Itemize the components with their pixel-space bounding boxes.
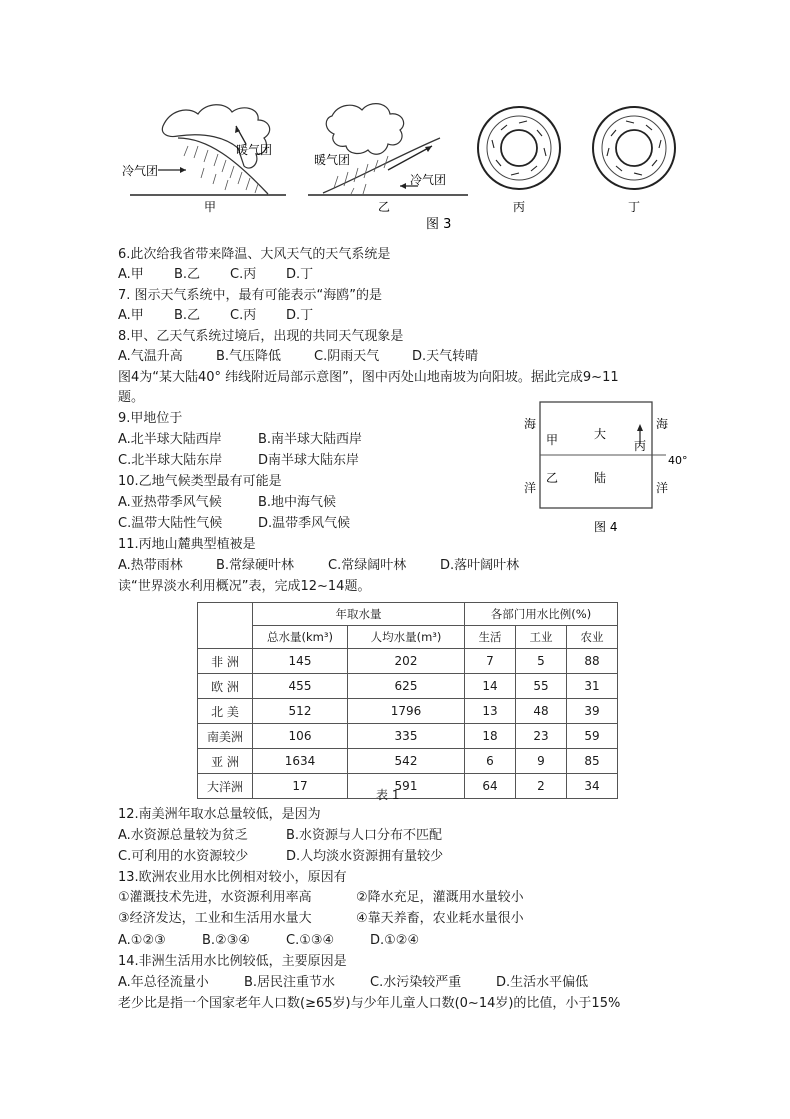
region-cell: 北 美 [198,699,253,724]
diagram-bing-circulation [478,107,560,214]
jia-warm-label: 暖气团 [236,143,273,157]
intro-fig4-line1: 图4为“某大陆40° 纬线附近局部示意图”，图中丙处山地南坡为向阳坡。据此完成9~11 [118,370,619,385]
percap-cell: 335 [348,724,465,749]
q6-options [118,266,313,284]
table-row [198,649,618,674]
q10-stem: 10.乙地气候类型最有可能是 [118,474,282,489]
region-cell: 南美洲 [198,724,253,749]
q8-option-b[interactable]: B.气压降低 [216,349,282,364]
q13-options [118,932,419,950]
latitude-label: 40° [668,454,688,467]
header-sector-ratio: 各部门用水比例(%) [465,603,618,626]
q12-option-d[interactable]: D.人均淡水资源拥有量较少 [286,849,444,864]
q11-option-c[interactable]: C.常绿阔叶林 [328,558,407,573]
q6-option-c[interactable]: C.丙 [230,267,257,282]
q13-statement-3: ③经济发达，工业和生活用水量大 [118,911,312,926]
agri-cell: 34 [567,774,618,799]
industry-cell: 23 [516,724,567,749]
total-cell: 17 [253,774,348,799]
sea-left-bottom: 洋 [524,481,537,495]
q7-option-a[interactable]: A.甲 [118,308,144,323]
q11-option-b[interactable]: B.常绿硬叶林 [216,558,295,573]
percap-cell: 591 [348,774,465,799]
q9-stem: 9.甲地位于 [118,411,183,426]
total-cell: 512 [253,699,348,724]
table-1-caption: 表 1 [376,788,400,802]
q14-option-d[interactable]: D.生活水平偏低 [496,975,589,990]
q8-option-d[interactable]: D.天气转晴 [412,349,479,364]
q13-statements-row2 [118,910,524,928]
header-life: 生活 [465,626,516,649]
header-per-capita: 人均水量(m³) [348,626,465,649]
life-cell: 13 [465,699,516,724]
q13-option-a[interactable]: A.①②③ [118,933,166,948]
jia-label: 甲 [204,200,217,214]
last-line-text: 老少比是指一个国家老年人口数(≥65岁)与少年儿童人口数(0~14岁)的比值，小于15% [118,996,621,1011]
total-cell: 145 [253,649,348,674]
figure-3-caption: 图 3 [426,217,452,232]
agri-cell: 59 [567,724,618,749]
q6-option-b[interactable]: B.乙 [174,267,201,282]
yi-label: 乙 [378,200,391,214]
agri-cell: 31 [567,674,618,699]
life-cell: 14 [465,674,516,699]
life-cell: 64 [465,774,516,799]
figure-4 [518,398,698,540]
figure-4-caption: 图 4 [594,520,618,534]
q14-option-a[interactable]: A.年总径流量小 [118,975,209,990]
yi-warm-label: 暖气团 [314,153,351,167]
q13-statements-row1 [118,889,524,907]
q10-option-b[interactable]: B.地中海气候 [258,495,337,510]
q7-option-d[interactable]: D.丁 [286,308,314,323]
q6-option-a[interactable]: A.甲 [118,267,144,282]
header-annual-withdrawal: 年取水量 [253,603,465,626]
industry-cell: 55 [516,674,567,699]
header-total: 总水量(km³) [253,626,348,649]
table-row [198,699,618,724]
intro-table1: 读“世界淡水利用概况”表，完成12~14题。 [118,579,371,594]
q13-statement-4: ④靠天养畜，农业耗水量很小 [356,911,524,926]
q12-stem: 12.南美洲年取水总量较低，是因为 [118,807,321,822]
diagram-yi-warm-front [308,104,468,214]
ding-label: 丁 [628,200,641,214]
q8-stem: 8.甲、乙天气系统过境后，出现的共同天气现象是 [118,329,404,344]
q12-options-row1 [118,827,442,845]
q12-options-row2 [118,848,443,866]
life-cell: 6 [465,749,516,774]
place-jia: 甲 [546,433,559,447]
percap-cell: 202 [348,649,465,674]
q7-options [118,307,313,325]
region-cell: 大洋洲 [198,774,253,799]
region-cell: 欧 洲 [198,674,253,699]
sea-right-bottom: 洋 [656,481,669,495]
q9-option-c[interactable]: C.北半球大陆东岸 [118,453,223,468]
life-cell: 18 [465,724,516,749]
agri-cell: 88 [567,649,618,674]
life-cell: 7 [465,649,516,674]
q12-option-c[interactable]: C.可利用的水资源较少 [118,849,249,864]
place-bing: 丙 [634,439,647,453]
table-row [198,724,618,749]
figure-3 [118,98,678,238]
q8-option-c[interactable]: C.阴雨天气 [314,349,380,364]
region-cell: 非 洲 [198,649,253,674]
header-industry: 工业 [516,626,567,649]
q9-option-a[interactable]: A.北半球大陆西岸 [118,432,222,447]
q11-options [118,557,519,575]
yi-cold-label: 冷气团 [410,173,447,187]
table-header-row-1 [198,603,618,626]
region-cell: 亚 洲 [198,749,253,774]
q12-option-a[interactable]: A.水资源总量较为贫乏 [118,828,248,843]
total-cell: 106 [253,724,348,749]
q10-option-d[interactable]: D.温带季风气候 [258,516,351,531]
q13-option-b[interactable]: B.②③④ [202,933,251,948]
agri-cell: 39 [567,699,618,724]
q9-options-row1 [118,431,362,449]
table-row [198,774,618,799]
agri-cell: 85 [567,749,618,774]
industry-cell: 9 [516,749,567,774]
table-row [198,749,618,774]
q14-option-c[interactable]: C.水污染较严重 [370,975,462,990]
industry-cell: 2 [516,774,567,799]
water-use-table [197,602,618,799]
q7-stem: 7. 图示天气系统中，最有可能表示“海鸥”的是 [118,288,383,303]
q14-options [118,974,588,992]
continent-char-2: 陆 [594,471,607,485]
percap-cell: 542 [348,749,465,774]
q13-option-d[interactable]: D.①②④ [370,933,420,948]
industry-cell: 5 [516,649,567,674]
q10-options-row1 [118,494,336,512]
q11-option-a[interactable]: A.热带雨林 [118,558,183,573]
q8-options [118,348,478,366]
q9-option-d[interactable]: D南半球大陆东岸 [258,453,360,468]
header-agriculture: 农业 [567,626,618,649]
industry-cell: 48 [516,699,567,724]
table-row [198,674,618,699]
percap-cell: 625 [348,674,465,699]
q10-option-a[interactable]: A.亚热带季风气候 [118,495,222,510]
diagram-ding-circulation [593,107,675,214]
total-cell: 1634 [253,749,348,774]
q14-stem: 14.非洲生活用水比例较低，主要原因是 [118,954,347,969]
q12-option-b[interactable]: B.水资源与人口分布不匹配 [286,828,443,843]
intro-fig4-line2: 题。 [118,390,145,405]
q14-option-b[interactable]: B.居民注重节水 [244,975,336,990]
q10-option-c[interactable]: C.温带大陆性气候 [118,516,223,531]
q7-option-c[interactable]: C.丙 [230,308,257,323]
q6-stem: 6.此次给我省带来降温、大风天气的天气系统是 [118,247,391,262]
total-cell: 455 [253,674,348,699]
q13-statement-1: ①灌溉技术先进，水资源利用率高 [118,890,312,905]
q9-option-b[interactable]: B.南半球大陆西岸 [258,432,363,447]
corner-cell [198,603,253,649]
q8-option-a[interactable]: A.气温升高 [118,349,183,364]
q9-options-row2 [118,452,359,470]
table-header-row-2 [198,626,618,649]
bing-label: 丙 [513,200,526,214]
q11-stem: 11.丙地山麓典型植被是 [118,537,256,552]
q11-option-d[interactable]: D.落叶阔叶林 [440,558,520,573]
place-yi: 乙 [546,471,559,485]
jia-cold-label: 冷气团 [122,164,159,178]
diagram-jia-cold-front [122,105,286,214]
q7-option-b[interactable]: B.乙 [174,308,201,323]
sea-right-top: 海 [656,417,669,431]
q13-option-c[interactable]: C.①③④ [286,933,335,948]
q13-statement-2: ②降水充足，灌溉用水量较小 [356,890,524,905]
q10-options-row2 [118,515,350,533]
sea-left-top: 海 [524,417,537,431]
q6-option-d[interactable]: D.丁 [286,267,314,282]
continent-char-1: 大 [594,427,607,441]
percap-cell: 1796 [348,699,465,724]
q13-stem: 13.欧洲农业用水比例相对较小，原因有 [118,870,347,885]
